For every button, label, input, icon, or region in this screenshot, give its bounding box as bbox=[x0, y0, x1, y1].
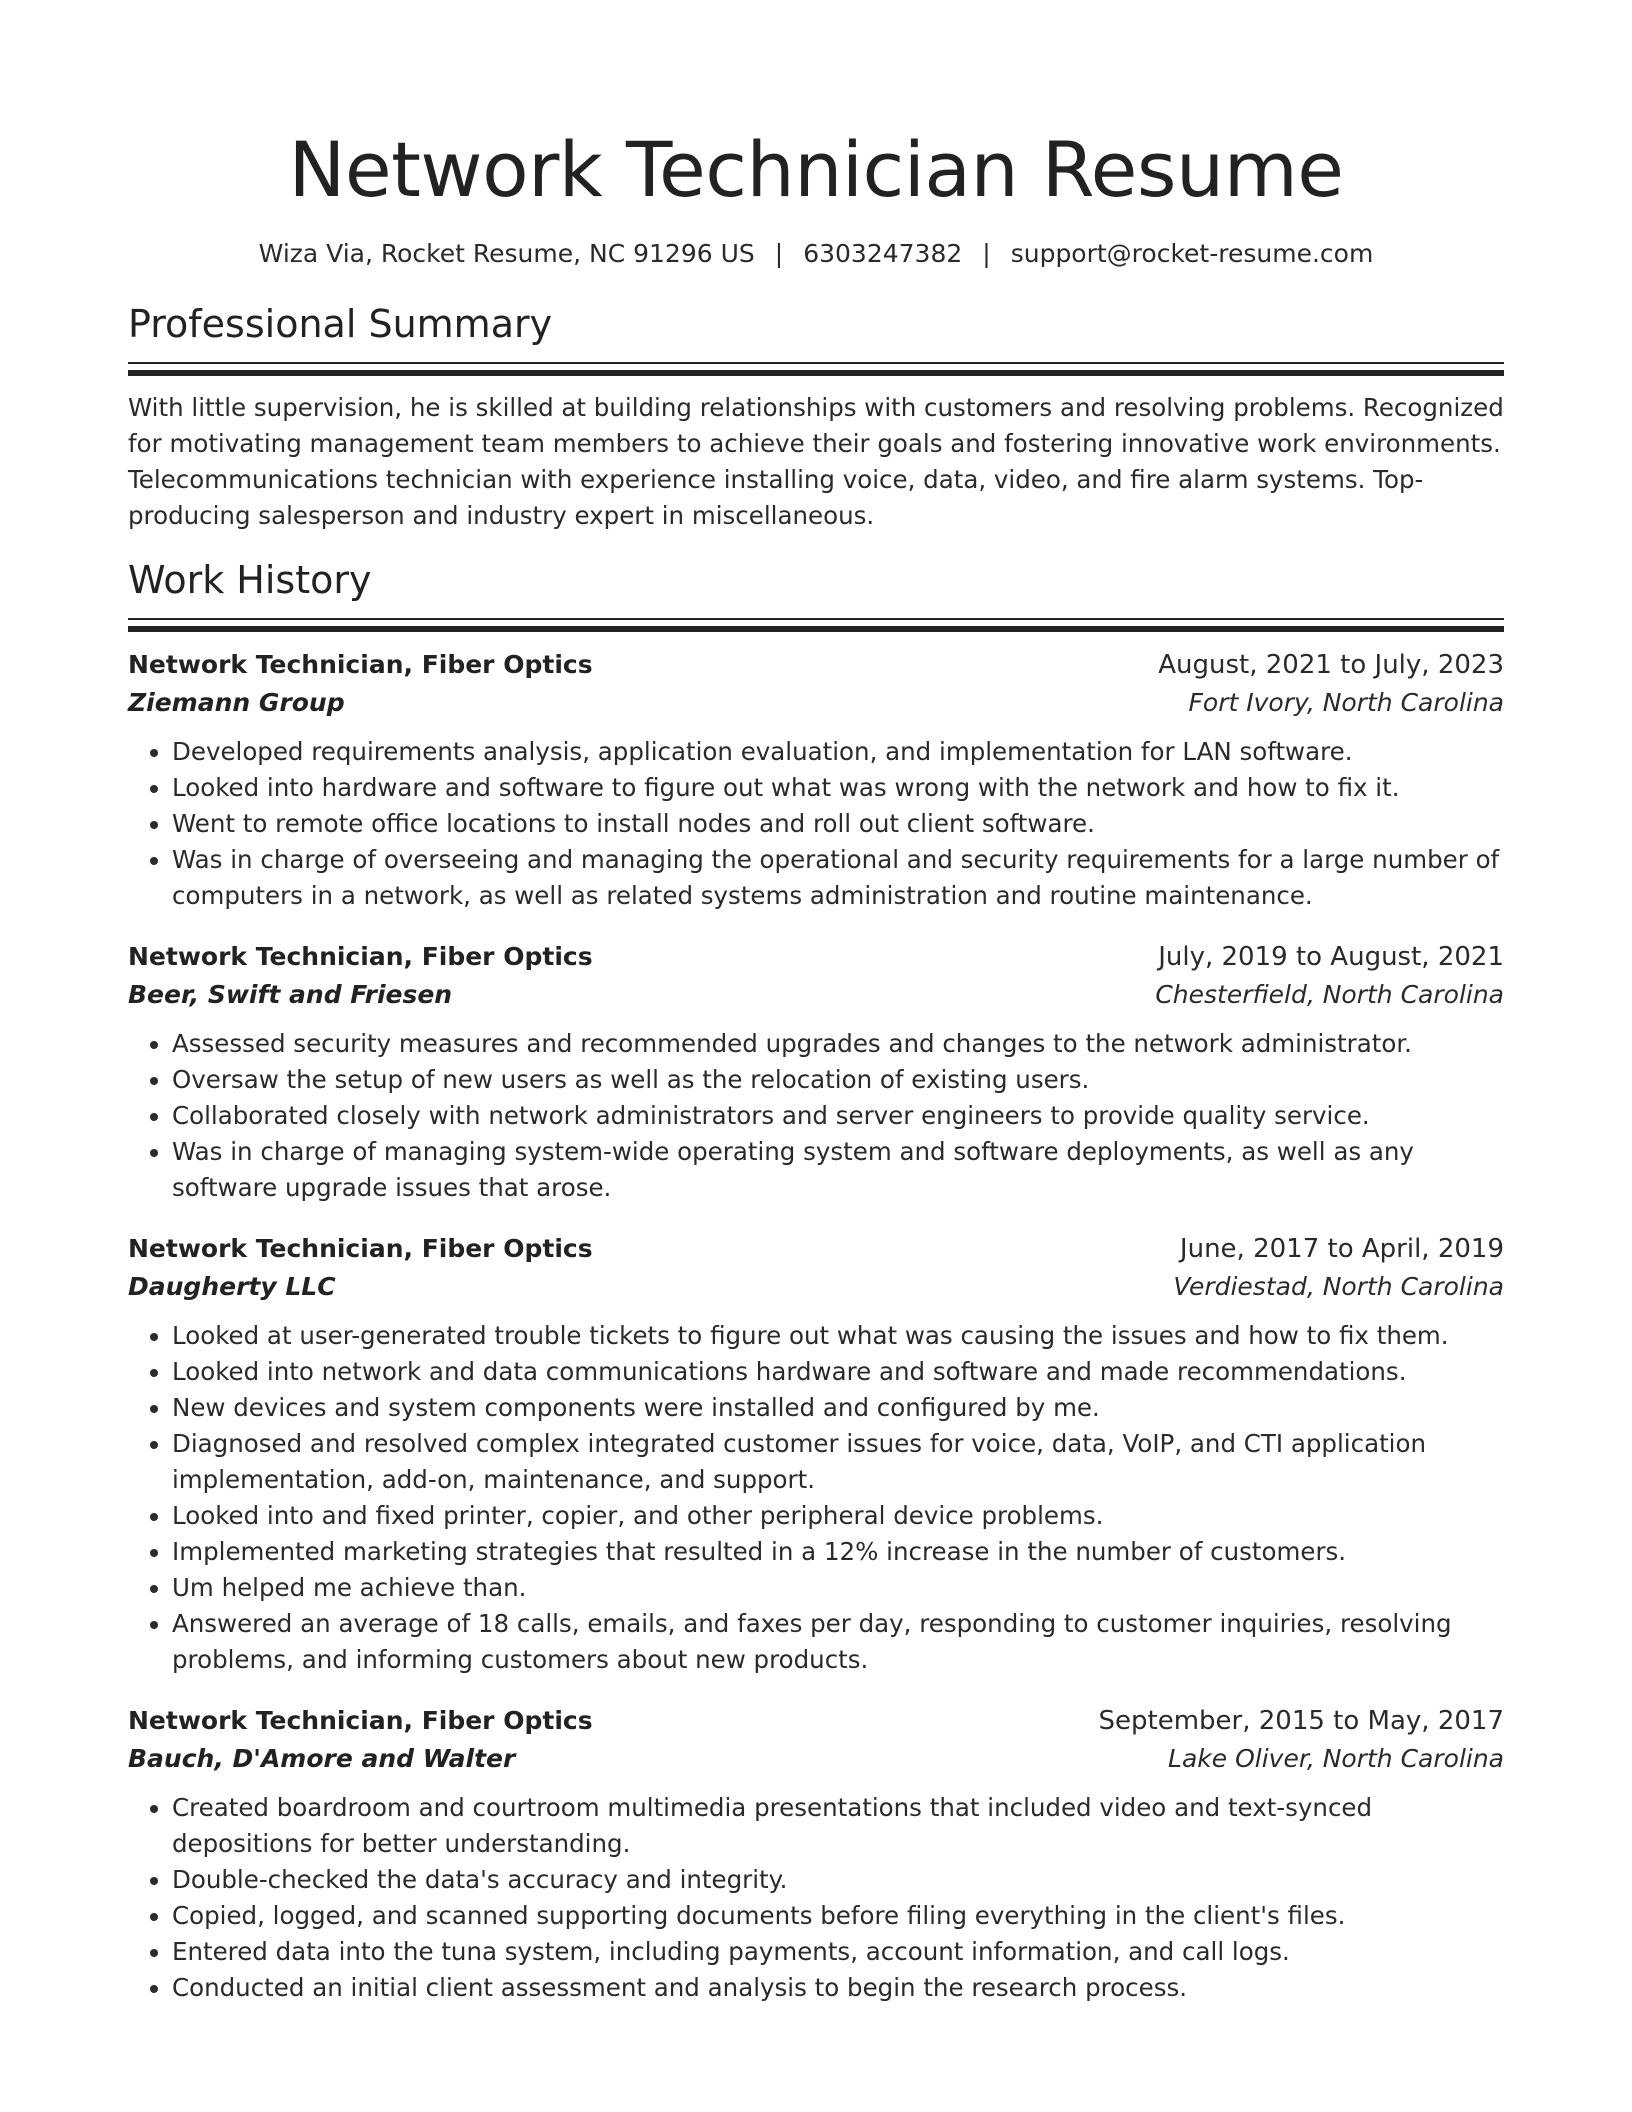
job-title: Network Technician, Fiber Optics bbox=[128, 942, 593, 971]
summary-text: With little supervision, he is skilled at building relationships with customers and resolving problems. Recognized for motivating management team members to achieve their goals and fostering innovative work environments. Telecommunications technician with experience installing voice, data, video, and fire alarm systems. Top-producing salesperson and industry expert in miscellaneous. bbox=[128, 393, 1504, 530]
job-entry bbox=[128, 938, 1504, 1206]
job-bullet: • Double-checked the data's accuracy and integrity. bbox=[172, 1862, 1504, 1898]
job-location: Fort Ivory, North Carolina bbox=[1188, 688, 1504, 717]
section-divider-thick bbox=[128, 370, 1504, 376]
job-company-row bbox=[128, 684, 1504, 722]
job-bullet: • Implemented marketing strategies that resulted in a 12% increase in the number of customers. bbox=[172, 1534, 1504, 1570]
section-divider-thin bbox=[128, 362, 1504, 364]
job-bullet: • Conducted an initial client assessment and analysis to begin the research process. bbox=[172, 1970, 1504, 2006]
job-company: Ziemann Group bbox=[128, 688, 345, 717]
job-dates: September, 2015 to May, 2017 bbox=[1098, 1706, 1504, 1736]
job-title-row bbox=[128, 1230, 1504, 1268]
page-title: Network Technician Resume bbox=[288, 125, 1344, 214]
job-dates: June, 2017 to April, 2019 bbox=[1179, 1234, 1504, 1264]
job-bullet: • Answered an average of 18 calls, emails, and faxes per day, responding to customer inquiries, resolving problems, and informing customers about new products. bbox=[172, 1606, 1504, 1678]
job-bullet: • Um helped me achieve than. bbox=[172, 1570, 1504, 1606]
job-bullet: • Collaborated closely with network administrators and server engineers to provide quality service. bbox=[172, 1098, 1504, 1134]
job-bullet-list bbox=[128, 1026, 1504, 1206]
job-bullet: • Assessed security measures and recommended upgrades and changes to the network administrator. bbox=[172, 1026, 1504, 1062]
contact-address: Wiza Via, Rocket Resume, NC 91296 US bbox=[258, 239, 755, 268]
contact-separator: | bbox=[982, 239, 991, 268]
job-company: Beer, Swift and Friesen bbox=[128, 980, 453, 1009]
job-bullet-list bbox=[128, 1790, 1504, 2006]
job-location: Lake Oliver, North Carolina bbox=[1168, 1744, 1504, 1773]
job-bullet: • Entered data into the tuna system, including payments, account information, and call logs. bbox=[172, 1934, 1504, 1970]
job-company-row bbox=[128, 976, 1504, 1014]
job-location: Verdiestad, North Carolina bbox=[1173, 1272, 1504, 1301]
job-bullet: • Looked into hardware and software to figure out what was wrong with the network and how to fix it. bbox=[172, 770, 1504, 806]
job-entry bbox=[128, 646, 1504, 914]
job-entry bbox=[128, 1230, 1504, 1678]
job-title-row bbox=[128, 1702, 1504, 1740]
job-bullet: • Looked into network and data communications hardware and software and made recommendations. bbox=[172, 1354, 1504, 1390]
job-dates: August, 2021 to July, 2023 bbox=[1158, 650, 1504, 680]
job-company: Daugherty LLC bbox=[128, 1272, 336, 1301]
job-bullet: • Looked into and fixed printer, copier, and other peripheral device problems. bbox=[172, 1498, 1504, 1534]
contact-email: support@rocket-resume.com bbox=[1010, 239, 1374, 268]
contact-phone: 6303247382 bbox=[803, 239, 963, 268]
job-entry bbox=[128, 1702, 1504, 2006]
work-heading: Work History bbox=[128, 558, 372, 602]
summary-heading: Professional Summary bbox=[128, 302, 553, 346]
job-company-row bbox=[128, 1268, 1504, 1306]
job-title: Network Technician, Fiber Optics bbox=[128, 650, 593, 679]
job-bullet: • Oversaw the setup of new users as well as the relocation of existing users. bbox=[172, 1062, 1504, 1098]
contact-separator: | bbox=[774, 239, 784, 268]
job-bullet: • Diagnosed and resolved complex integrated customer issues for voice, data, VoIP, and CTI application implementation, add-on, maintenance, and support. bbox=[172, 1426, 1504, 1498]
contact-line bbox=[128, 238, 1504, 270]
job-title-row bbox=[128, 646, 1504, 684]
job-bullet: • New devices and system components were installed and configured by me. bbox=[172, 1390, 1504, 1426]
work-section-header bbox=[128, 556, 1504, 632]
job-bullet: • Was in charge of overseeing and managing the operational and security requirements for a large number of computers in a network, as well as related systems administration and routine maintenance. bbox=[172, 842, 1504, 914]
job-bullet: • Copied, logged, and scanned supporting documents before filing everything in the client's files. bbox=[172, 1898, 1504, 1934]
job-dates: July, 2019 to August, 2021 bbox=[1158, 942, 1504, 972]
job-bullet: • Created boardroom and courtroom multimedia presentations that included video and text-synced depositions for better understanding. bbox=[172, 1790, 1504, 1862]
job-bullet: • Was in charge of managing system-wide operating system and software deployments, as well as any software upgrade issues that arose. bbox=[172, 1134, 1504, 1206]
job-bullet: • Looked at user-generated trouble tickets to figure out what was causing the issues and how to fix them. bbox=[172, 1318, 1504, 1354]
job-bullet-list bbox=[128, 1318, 1504, 1678]
job-list bbox=[128, 646, 1504, 2006]
job-company-row bbox=[128, 1740, 1504, 1778]
job-bullet: • Went to remote office locations to install nodes and roll out client software. bbox=[172, 806, 1504, 842]
summary-section-header bbox=[128, 300, 1504, 376]
job-bullet: • Developed requirements analysis, application evaluation, and implementation for LAN software. bbox=[172, 734, 1504, 770]
job-title: Network Technician, Fiber Optics bbox=[128, 1706, 593, 1735]
job-title: Network Technician, Fiber Optics bbox=[128, 1234, 593, 1263]
job-bullet-list bbox=[128, 734, 1504, 914]
section-divider-thick bbox=[128, 626, 1504, 632]
job-location: Chesterfield, North Carolina bbox=[1155, 980, 1504, 1009]
job-title-row bbox=[128, 938, 1504, 976]
section-divider-thin bbox=[128, 618, 1504, 620]
job-company: Bauch, D'Amore and Walter bbox=[128, 1744, 516, 1773]
